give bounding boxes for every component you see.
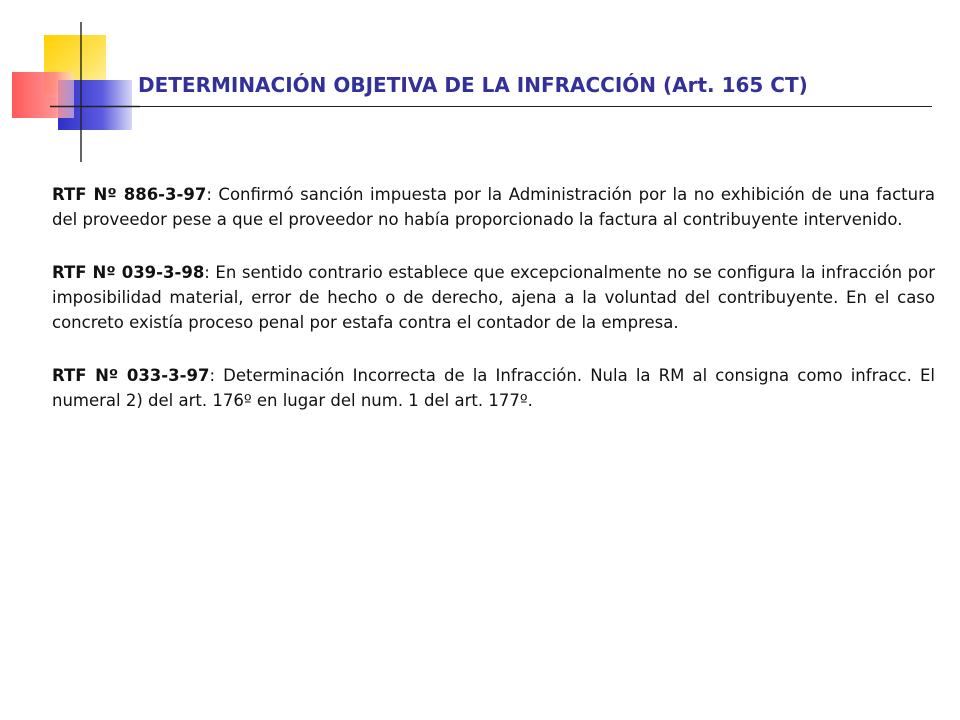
paragraph-rtf-033-3-97 xyxy=(52,363,935,413)
paragraph-text: : Determinación Incorrecta de la Infracción. Nula la RM al consigna como infracc. El numeral 2) del art. 176º en lugar del num. 1 del art. 177º. xyxy=(52,366,935,410)
title-divider xyxy=(50,106,932,107)
page-title: DETERMINACIÓN OBJETIVA DE LA INFRACCIÓN (Art. 165 CT) xyxy=(138,73,808,97)
paragraph-reference: RTF Nº 886-3-97 xyxy=(52,185,207,204)
slide-decoration-logo xyxy=(0,0,140,170)
paragraph-reference: RTF Nº 033-3-97 xyxy=(52,366,210,385)
paragraph-text: : Confirmó sanción impuesta por la Administración por la no exhibición de una factura del proveedor pese a que el proveedor no había proporcionado la factura al contribuyente intervenido. xyxy=(52,185,935,229)
paragraph-rtf-039-3-98 xyxy=(52,260,935,335)
paragraph-rtf-886-3-97 xyxy=(52,182,935,232)
paragraph-reference: RTF Nº 039-3-98 xyxy=(52,263,205,282)
slide-body xyxy=(52,182,935,441)
paragraph-text: : En sentido contrario establece que excepcionalmente no se configura la infracción por imposibilidad material, error de hecho o de derecho, ajena a la voluntad del contribuyente. En el caso concreto existía proceso penal por estafa contra el contador de la empresa. xyxy=(52,263,935,332)
logo-red-square xyxy=(12,72,74,118)
